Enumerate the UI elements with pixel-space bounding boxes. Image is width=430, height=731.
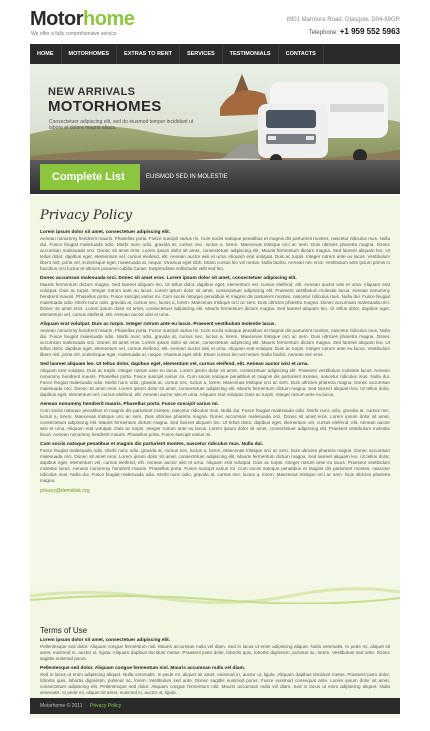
paragraph-heading: Sed laoreet aliquam leo. Ut tellus dolor, dapibus eget, elementum vel, cursus eleifend, elit. Aenean auctor wisi et urna. [40,362,309,367]
privacy-email-link[interactable]: privacy@demolink.org [40,488,90,494]
nav-item-contacts[interactable]: CONTACTS [279,44,324,64]
paragraph-text: Aenean nonummy hendrerit mauris. Phasellus porta. Fusce suscipit varius mi. Cum sociis natoque penatibus et magnis dis parturient montes, nascetur ridiculus mus. Nulla dui. Fusce feugiat malesuada odio. Morbi nunc odio, gravida at, cursus nec, luctus a, lorem. Maecenas tristique orci ac sem. Duis ultricies pharetra magna. Donec accumsan malesuada orci. Donec sit amet eros. Lorem ipsum dolor sit amet, consectetuer adipiscing elit. Mauris fermentum dictum magna. Sed laoreet aliquam leo. Ut tellus dolor, dapibus eget, elementum vel, cursus eleifend, elit. Aenean auctor wisi et urna. Aliquam erat volutpat. Duis ac turpis. Integer rutrum ante eu lacus. Vestibulum libero nisl, porta vel, scelerisque eget, malesuada at, neque. Vivamus eget nibh. Etiam cursus leo vel metus. Nulla facilisi. Aenean nec eros. Vestibulum ante ipsum primis in faucibus orci luctus et ultrices posuere cubilia Curae; Suspendisse sollicitudin velit sed leo. [40,236,390,271]
banner-description: Consectetuer adipiscing elit, sed do eiusmod tempor incididunt ut labore et dolore magna aliqua. [49,119,194,131]
paragraph-text: Aliquam erat volutpat. Duis ac turpis. Integer rutrum ante eu lacus. Lorem ipsum dolor sit amet, consectetuer adipiscing elit. Praesent vestibulum molestie lacus. Aenean nonummy hendrerit mauris. Phasellus porta. Fusce suscipit varius mi. Cum sociis natoque penatibus et magnis dis parturient montes, nascetur ridiculus mus. Nulla dui. Fusce feugiat malesuada odio. Morbi nunc odio, gravida at, cursus nec, luctus a, lorem. Maecenas tristique orci ac sem. Duis ultricies pharetra magna. Donec accumsan malesuada orci. Donec sit amet eros. Lorem ipsum dolor sit amet, consectetuer adipiscing elit. Mauris fermentum dictum magna. Sed laoreet aliquam leo. Ut tellus dolor, dapibus eget, elementum vel, cursus eleifend, elit. Aenean auctor wisi et urna. Aliquam erat volutpat. Duis ac turpis. Integer rutrum ante eu lacus. [40,368,390,397]
paragraph-text: Fusce feugiat malesuada odio. Morbi nunc odio, gravida at, cursus nec, luctus a, lorem. Maecenas tristique orci ac sem. Duis ultricies pharetra magna. Donec accumsan malesuada orci. Donec sit amet eros. Lorem ipsum dolor sit amet, consectetuer adipiscing elit. Mauris fermentum dictum magna. Sed laoreet aliquam leo. Ut tellus dolor, dapibus eget, elementum vel, cursus eleifend, elit. Aenean auctor wisi et urna. Aliquam erat volutpat. Duis ac turpis. Integer rutrum ante eu lacus. Praesent vestibulum molestie lacus. Aenean nonummy hendrerit mauris. Phasellus porta. Fusce suscipit varius mi. Cum sociis natoque penatibus et magnis dis parturient montes, nascetur ridiculus mus. Nulla dui. Fusce feugiat malesuada odio. Morbi nunc odio, gravida at, cursus nec, luctus a, lorem. Maecenas tristique orci ac sem. Duis ultricies pharetra magna. [40,448,390,483]
paragraph-heading: Cum sociis natoque penatibus et magnis dis parturient montes, nascetur ridiculus mus. Nulla dui. [40,442,264,447]
privacy-paragraph [40,442,390,484]
banner-subtitle: EUISMOD SED IN MOLESTIE [146,174,228,180]
banner-title-line1: NEW ARRIVALS [48,86,136,98]
logo[interactable] [30,8,134,31]
paragraph-text: Cum sociis natoque penatibus et magnis dis parturient montes, nascetur ridiculus mus. Nulla dui. Fusce feugiat malesuada odio. Morbi nunc odio, gravida at, cursus nec, luctus a, lorem. Maecenas tristique orci ac sem. Duis ultricies pharetra magna. Donec accumsan malesuada orci. Donec sit amet eros. Lorem ipsum dolor sit amet, consectetuer adipiscing elit. Mauris fermentum dictum magna. Sed laoreet aliquam leo. Ut tellus dolor, dapibus eget, elementum vel, cursus eleifend, elit. Aenean auctor wisi et urna. Aliquam erat volutpat. Duis ac turpis. Integer rutrum ante eu lacus. Lorem ipsum dolor sit amet, consectetuer adipiscing elit. Praesent vestibulum molestie lacus. Aenean nonummy hendrerit mauris. Phasellus porta. Fusce suscipit varius mi. [40,408,390,437]
privacy-title: Privacy Policy [40,208,132,223]
paragraph-text: Aenean nonummy hendrerit mauris. Phasellus porta. Fusce suscipit varius mi. Cum sociis natoque penatibus et magnis dis parturient montes, nascetur ridiculus mus. Nulla dui. Fusce feugiat malesuada odio. Morbi nunc odio, gravida at, cursus nec, luctus a, lorem. Maecenas tristique orci ac sem. Duis ultricies pharetra magna. Donec accumsan malesuada orci. Donec sit amet eros. Lorem ipsum dolor sit amet, consectetuer adipiscing elit. Mauris fermentum dictum magna. Sed laoreet aliquam leo. Ut tellus dolor, dapibus eget, elementum vel, cursus eleifend, elit. Aenean auctor wisi et urna. Aliquam erat volutpat. Duis ac turpis. Integer rutrum ante eu lacus. Vestibulum libero nisl, porta vel, scelerisque eget, malesuada at, neque. Vivamus eget nibh. Etiam cursus leo vel metus. Nulla facilisi. Aenean nec eros. [40,328,390,357]
privacy-paragraph [40,322,390,358]
paragraph-text: Mauris fermentum dictum magna. Sed laoreet aliquam leo. Ut tellus dolor, dapibus eget, elementum vel, cursus eleifend, elit. Aenean auctor wisi et urna. Aliquam erat volutpat. Duis ac turpis. Integer rutrum ante eu lacus. Lorem ipsum dolor sit amet, consectetuer adipiscing elit. Praesent vestibulum molestie lacus. Aenean nonummy hendrerit mauris. Phasellus porta. Fusce suscipit varius mi. Cum sociis natoque penatibus et magnis dis parturient montes, nascetur ridiculus mus. Nulla dui. Fusce feugiat malesuada odio. Morbi nunc odio, gravida at, cursus nec, luctus a, lorem. Maecenas tristique orci ac sem. Duis ultricies pharetra magna. Donec accumsan malesuada orci. Donec sit amet eros. Lorem ipsum dolor sit amet, consectetuer adipiscing elit. Mauris fermentum dictum magna. Sed laoreet aliquam leo. Ut tellus dolor, dapibus eget, elementum vel, cursus eleifend, elit. Aenean auctor wisi et urna. [40,282,390,317]
footer [30,698,400,714]
paragraph-heading: Lorem ipsum dolor sit amet, consectetuer adipiscing elit. [40,638,171,643]
logo-part1: Motor [30,8,84,30]
phone-number: +1 959 552 5963 [339,27,400,36]
terms-title: Terms of Use [40,626,88,635]
complete-list-button[interactable]: Complete List [40,164,140,190]
paragraph-heading: Donec accumsan malesuada orci. Donec sit amet eros. Lorem ipsum dolor sit amet, consectetuer adipiscing elit. [40,276,297,281]
main-nav [30,44,400,64]
footer-privacy-link[interactable]: Privacy Policy [90,703,122,709]
nav-item-home[interactable]: HOME [30,44,62,64]
privacy-paragraph [40,402,390,438]
privacy-body [40,230,390,494]
paragraph-text: Pellentesque sed dolor. Aliquam congue fermentum nisl. Mauris accumsan nulla vel diam. Sed in lacus ut enim adipiscing aliquet. Nulla venenatis. In pede mi, aliquet sit amet, euismod in, auctor ut, ligula. Aliquam dapibus tincidunt metus. Praesent justo dolor, lobortis quis, lobortis dignissim, pulvinar ac, lorem. Vestibulum sed ante. Donec sagittis euismod purus. [40,644,390,661]
address: 8901 Marmora Road, Glasgow, D04-89GR [286,17,400,23]
paragraph-heading: Aliquam erat volutpat. Duis ac turpis. Integer rutrum ante eu lacus. Praesent vestibulum molestie lacus. [40,322,276,327]
privacy-paragraph [40,276,390,318]
banner-title-line2: MOTORHOMES [48,98,162,115]
paragraph-text: Sed in lacus ut enim adipiscing aliquet. Nulla venenatis. In pede mi, aliquet sit amet, euismod in, auctor ut, ligula. Aliquam dapibus tincidunt metus. Praesent justo dolor, lobortis quis, lobortis dignissim, pulvinar ac, lorem. Vestibulum sed ante. Donec sagittis euismod purus. Fusce euismod consequat ante. Lorem ipsum dolor sit amet, consectetuer adipiscing elit. Pellentesque sed dolor. Aliquam congue fermentum nisl. Mauris accumsan nulla vel diam. Sed in lacus ut enim adipiscing aliquet. Nulla venenatis. In pede mi, aliquet sit amet, euismod in, auctor ut, ligula. [40,672,390,695]
footer-copyright: Motorhome © 2011 [40,703,83,709]
terms-paragraph [40,638,390,662]
privacy-section [30,196,400,596]
terms-body [40,638,390,700]
nav-item-services[interactable]: SERVICES [180,44,223,64]
tagline: We offer a fully comprehensive service [31,31,117,37]
privacy-paragraph [40,362,390,398]
phone [309,27,400,36]
nav-item-testimonials[interactable]: TESTIMONIALS [223,44,279,64]
nav-item-motorhomes[interactable]: MOTORHOMES [62,44,118,64]
banner-title [48,86,162,115]
nav-item-extras-to-rent[interactable]: EXTRAS TO RENT [117,44,180,64]
phone-label: Telephone: [308,30,339,36]
wave-divider [30,586,400,606]
terms-paragraph [40,666,390,696]
hero-banner [30,64,400,194]
paragraph-heading: Pellentesque sed dolor. Aliquam congue fermentum nisl. Mauris accumsan nulla vel diam. [40,666,246,671]
privacy-paragraph [40,230,390,272]
header [0,0,430,44]
paragraph-heading: Lorem ipsum dolor sit amet, consectetuer adipiscing elit. [40,230,171,235]
logo-part2: home [83,8,135,30]
paragraph-heading: Aenean nonummy hendrerit mauris. Phasellus porta. Fusce suscipit varius mi. [40,402,219,407]
